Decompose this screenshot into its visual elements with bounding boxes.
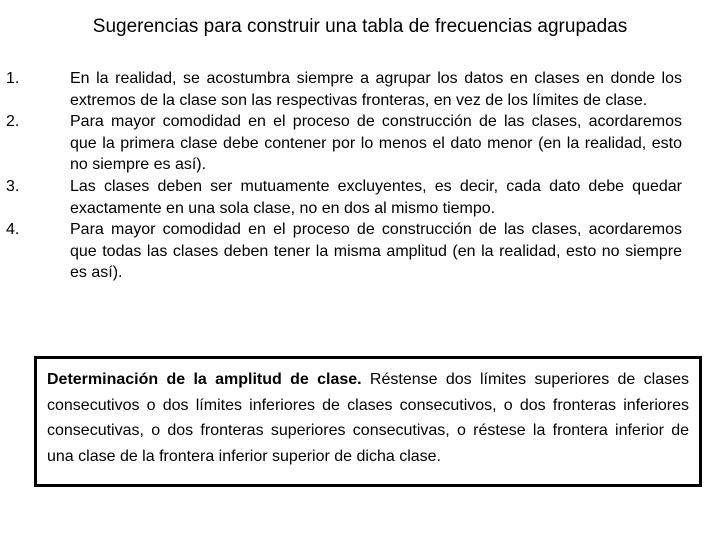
box-heading: Determinación de la amplitud de clase.	[47, 371, 362, 388]
list-item-number: 3.	[6, 177, 20, 195]
list-item-text: Para mayor comodidad en el proceso de construcción de las clases, acordaremos que todas las clases deben tener la misma amplitud (en la realidad, esto no siempre es así).	[70, 221, 682, 282]
list-item-text: Para mayor comodidad en el proceso de construcción de las clases, acordaremos que la primera clase debe contener por lo menos el dato menor (en la realidad, esto no siempre es así).	[70, 113, 682, 174]
class-width-box	[34, 356, 702, 487]
list-item	[0, 111, 720, 176]
list-item-text: Las clases deben ser mutuamente excluyentes, es decir, cada dato debe quedar exactamente en una sola clase, no en dos al mismo tiempo.	[70, 177, 682, 217]
list-item	[0, 219, 720, 284]
list-item	[0, 68, 720, 111]
list-item-number: 2.	[6, 113, 20, 131]
suggestions-list	[0, 68, 720, 284]
list-item-number: 1.	[6, 70, 20, 87]
box-text: Réstense dos límites superiores de clases consecutivos o dos límites inferiores de clases consecutivos, o dos fronteras inferiores consecutivas, o dos fronteras superiores consecutivas, o réstese la frontera inferior de una clase de la frontera inferior superior de dicha clase.	[47, 371, 689, 465]
page-title: Sugerencias para construir una tabla de frecuencias agrupadas	[92, 16, 628, 37]
list-item	[0, 176, 720, 219]
list-item-number: 4.	[6, 221, 20, 239]
list-item-text: En la realidad, se acostumbra siempre a agrupar los datos en clases en donde los extremos de la clase son las respectivas fronteras, en vez de los límites de clase.	[70, 70, 682, 109]
